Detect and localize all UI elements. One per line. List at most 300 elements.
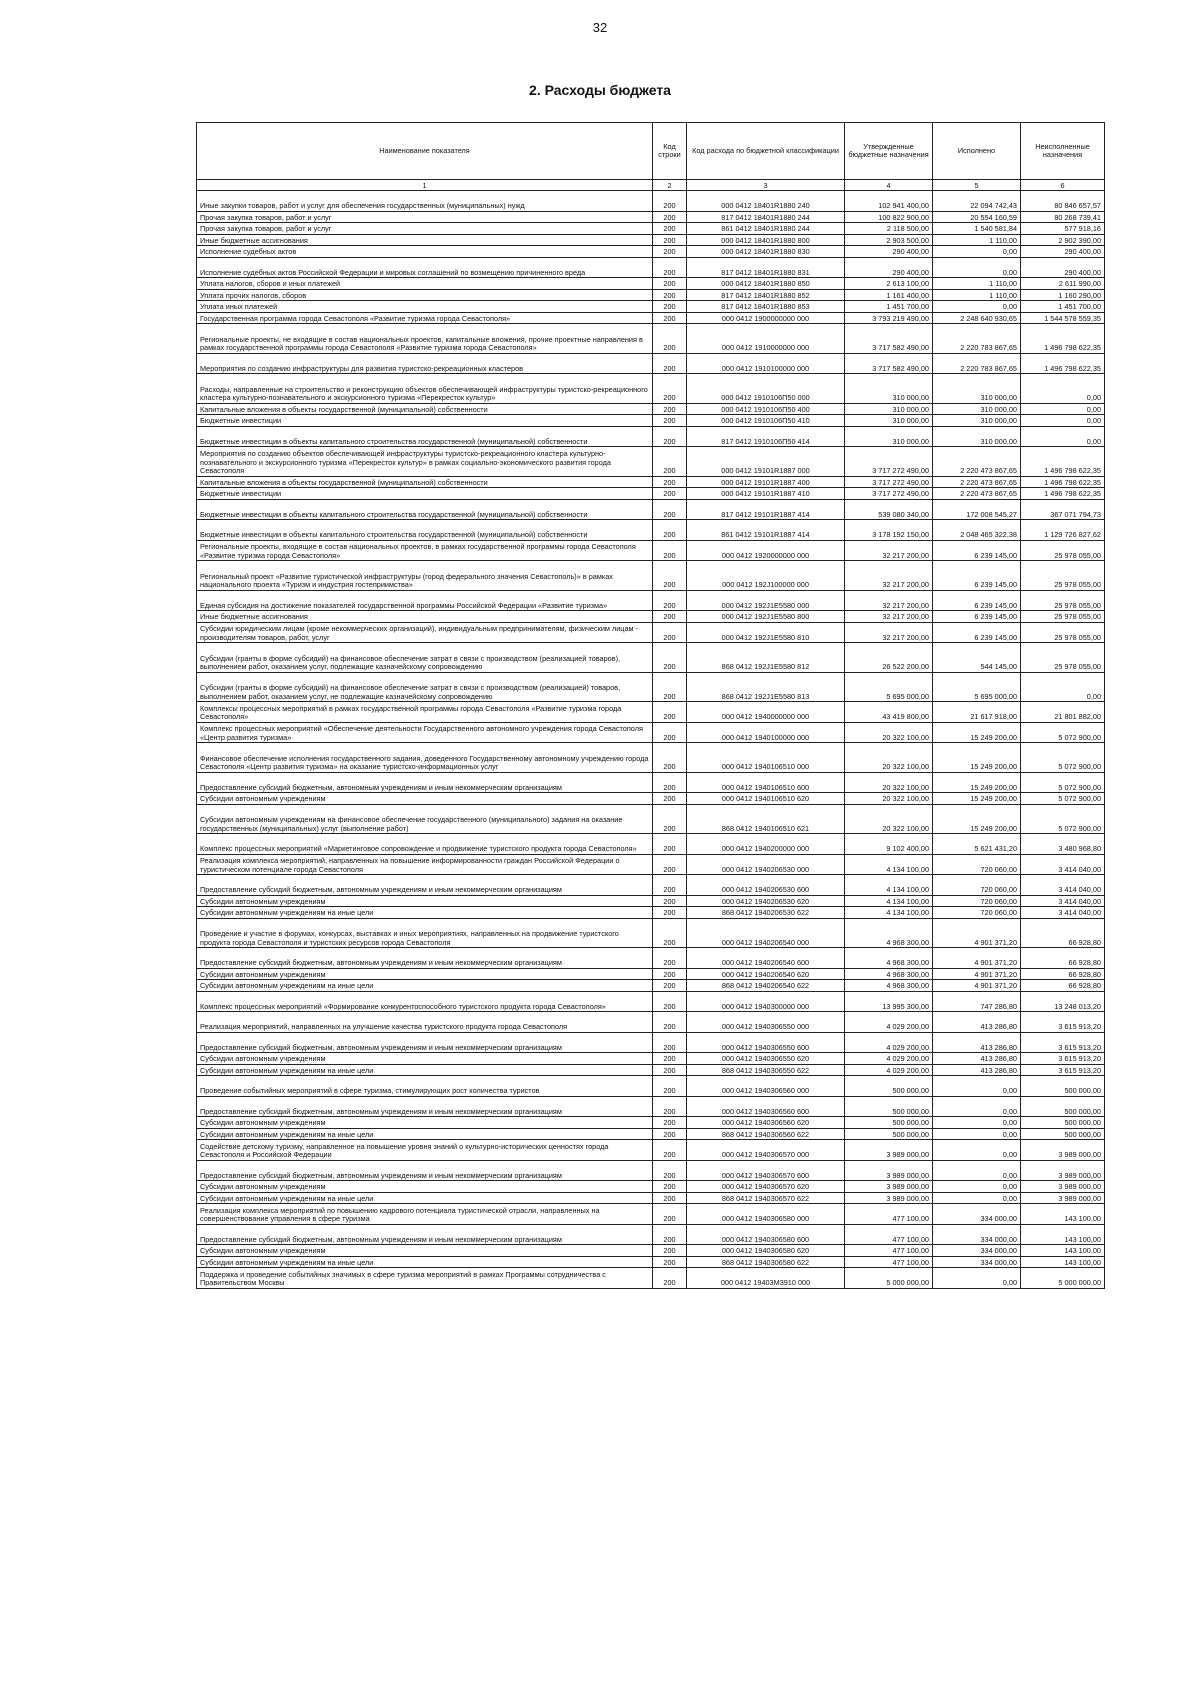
executed-amount-cell: 0,00 [933,257,1021,278]
indicator-name-cell: Единая субсидия на достижение показателей государственной программы Российской Федерации «Развитие туризма» [197,590,653,611]
approved-amount-cell: 5 695 000,00 [845,672,933,702]
row-code-cell: 200 [653,895,687,907]
table-row [197,540,1105,561]
indicator-name-cell: Уплата прочих налогов, сборов [197,289,653,301]
approved-amount-cell: 4 134 100,00 [845,875,933,896]
approved-amount-cell: 4 968 300,00 [845,918,933,948]
table-row [197,1096,1105,1117]
row-code-cell: 200 [653,353,687,374]
classification-code-cell: 000 0412 1940106510 600 [687,772,845,793]
executed-amount-cell: 310 000,00 [933,374,1021,404]
indicator-name-cell: Финансовое обеспечение исполнения государственного задания, доведенного Государственному автономному учреждению города Севастополя «Центр развития туризма» на оказание туристско-информационных услуг [197,743,653,773]
header-unexecuted: Неисполненные назначения [1021,123,1105,180]
table-row [197,211,1105,223]
executed-amount-cell: 310 000,00 [933,415,1021,427]
executed-amount-cell: 720 060,00 [933,895,1021,907]
classification-code-cell: 000 0412 1940306550 600 [687,1032,845,1053]
indicator-name-cell: Содействие детскому туризму, направленное на повышение уровня знаний о культурно-исторических ценностях города Севастополя и Российской Федерации [197,1140,653,1161]
approved-amount-cell: 26 522 200,00 [845,643,933,673]
table-row [197,1204,1105,1225]
indicator-name-cell: Предоставление субсидий бюджетным, автономным учреждениям и иным некоммерческим организациям [197,1096,653,1117]
unexecuted-amount-cell: 25 978 055,00 [1021,643,1105,673]
indicator-name-cell: Субсидии автономным учреждениям на иные цели [197,1256,653,1268]
table-row [197,622,1105,643]
unexecuted-amount-cell: 3 414 040,00 [1021,875,1105,896]
approved-amount-cell: 32 217 200,00 [845,561,933,591]
classification-code-cell: 868 0412 1940306570 622 [687,1192,845,1204]
executed-amount-cell: 21 617 918,00 [933,702,1021,723]
approved-amount-cell: 32 217 200,00 [845,540,933,561]
row-code-cell: 200 [653,875,687,896]
row-code-cell: 200 [653,1204,687,1225]
approved-amount-cell: 9 102 400,00 [845,834,933,855]
table-row [197,499,1105,520]
expenses-table [196,122,1105,1289]
approved-amount-cell: 2 903 500,00 [845,234,933,246]
executed-amount-cell: 4 901 371,20 [933,948,1021,969]
row-code-cell: 200 [653,1032,687,1053]
indicator-name-cell: Комплексы процессных мероприятий в рамках государственной программы города Севастополя «Развитие туризма города Севастополя» [197,702,653,723]
executed-amount-cell: 0,00 [933,1117,1021,1129]
row-code-cell: 200 [653,1181,687,1193]
unexecuted-amount-cell: 3 615 913,20 [1021,1064,1105,1076]
row-code-cell: 200 [653,980,687,992]
classification-code-cell: 000 0412 1940206530 600 [687,875,845,896]
row-code-cell: 200 [653,834,687,855]
table-row [197,743,1105,773]
approved-amount-cell: 3 989 000,00 [845,1160,933,1181]
table-row [197,948,1105,969]
unexecuted-amount-cell: 3 615 913,20 [1021,1012,1105,1033]
indicator-name-cell: Реализация комплекса мероприятий, направленных на повышение информированности граждан Российской Федерации о туристическом потенциале города Севастополя [197,854,653,875]
indicator-name-cell: Субсидии автономным учреждениям на иные цели [197,980,653,992]
unexecuted-amount-cell: 5 072 900,00 [1021,743,1105,773]
row-code-cell: 200 [653,907,687,919]
indicator-name-cell: Субсидии автономным учреждениям [197,1117,653,1129]
executed-amount-cell: 2 220 473 867,65 [933,447,1021,477]
unexecuted-amount-cell: 3 989 000,00 [1021,1181,1105,1193]
table-row [197,772,1105,793]
approved-amount-cell: 20 322 100,00 [845,772,933,793]
unexecuted-amount-cell: 3 414 040,00 [1021,854,1105,875]
executed-amount-cell: 2 220 783 867,65 [933,324,1021,354]
table-row [197,1128,1105,1140]
indicator-name-cell: Проведение и участие в форумах, конкурсах, выставках и иных мероприятиях, направленных на продвижение туристского продукта города Севастополя и туристских ресурсов города Севастополя [197,918,653,948]
row-code-cell: 200 [653,540,687,561]
classification-code-cell: 000 0412 192J1E5580 810 [687,622,845,643]
executed-amount-cell: 334 000,00 [933,1204,1021,1225]
row-code-cell: 200 [653,1064,687,1076]
row-code-cell: 200 [653,1160,687,1181]
indicator-name-cell: Капитальные вложения в объекты государственной (муниципальной) собственности [197,476,653,488]
classification-code-cell: 000 0412 1940200000 000 [687,834,845,855]
row-code-cell: 200 [653,1076,687,1097]
classification-code-cell: 000 0412 1940206540 600 [687,948,845,969]
table-row [197,520,1105,541]
row-code-cell: 200 [653,643,687,673]
unexecuted-amount-cell: 80 846 657,57 [1021,191,1105,212]
indicator-name-cell: Предоставление субсидий бюджетным, автономным учреждениям и иным некоммерческим организациям [197,1032,653,1053]
unexecuted-amount-cell: 1 496 798 622,35 [1021,324,1105,354]
classification-code-cell: 000 0412 192J100000 000 [687,561,845,591]
executed-amount-cell: 413 286,80 [933,1012,1021,1033]
table-row [197,1256,1105,1268]
executed-amount-cell: 0,00 [933,1140,1021,1161]
approved-amount-cell: 100 822 900,00 [845,211,933,223]
table-row [197,289,1105,301]
approved-amount-cell: 5 000 000,00 [845,1268,933,1289]
table-row [197,353,1105,374]
row-code-cell: 200 [653,1245,687,1257]
indicator-name-cell: Реализация мероприятий, направленных на улучшение качества туристского продукта города Севастополя [197,1012,653,1033]
executed-amount-cell: 2 220 783 867,65 [933,353,1021,374]
classification-code-cell: 000 0412 19101R1887 000 [687,447,845,477]
unexecuted-amount-cell: 3 480 968,80 [1021,834,1105,855]
table-row [197,804,1105,834]
executed-amount-cell: 2 220 473 867,65 [933,476,1021,488]
approved-amount-cell: 500 000,00 [845,1076,933,1097]
indicator-name-cell: Расходы, направленные на строительство и реконструкцию объектов обеспечивающей инфраструктуры туристско-рекреационного кластера культурно-познавательного и экскурсионного туризма «Перекресток культур» [197,374,653,404]
row-code-cell: 200 [653,246,687,258]
indicator-name-cell: Субсидии автономным учреждениям [197,895,653,907]
indicator-name-cell: Субсидии автономным учреждениям на иные цели [197,1128,653,1140]
classification-code-cell: 817 0412 18401R1880 853 [687,301,845,313]
classification-code-cell: 868 0412 1940306560 622 [687,1128,845,1140]
indicator-name-cell: Иные бюджетные ассигнования [197,234,653,246]
indicator-name-cell: Предоставление субсидий бюджетным, автономным учреждениям и иным некоммерческим организациям [197,1160,653,1181]
unexecuted-amount-cell: 143 100,00 [1021,1256,1105,1268]
table-row [197,590,1105,611]
table-row [197,246,1105,258]
classification-code-cell: 000 0412 1910106П50 400 [687,403,845,415]
classification-code-cell: 000 0412 1940306570 600 [687,1160,845,1181]
row-code-cell: 200 [653,374,687,404]
indicator-name-cell: Комплекс процессных мероприятий «Формирование конкурентоспособного туристского продукта города Севастополя» [197,991,653,1012]
executed-amount-cell: 334 000,00 [933,1224,1021,1245]
table-body [197,191,1105,1289]
executed-amount-cell: 0,00 [933,1160,1021,1181]
classification-code-cell: 817 0412 1910106П50 414 [687,426,845,447]
classification-code-cell: 000 0412 1940000000 000 [687,702,845,723]
indicator-name-cell: Предоставление субсидий бюджетным, автономным учреждениям и иным некоммерческим организациям [197,875,653,896]
indicator-name-cell: Прочая закупка товаров, работ и услуг [197,211,653,223]
unexecuted-amount-cell: 3 989 000,00 [1021,1160,1105,1181]
page-title: 2. Расходы бюджета [529,82,671,98]
indicator-name-cell: Региональные проекты, входящие в состав национальных проектов, в рамках государственной программы города Севастополя «Развитие туризма города Севастополя» [197,540,653,561]
approved-amount-cell: 4 134 100,00 [845,907,933,919]
indicator-name-cell: Государственная программа города Севастополя «Развитие туризма города Севастополя» [197,312,653,324]
executed-amount-cell: 6 239 145,00 [933,561,1021,591]
table-row [197,1064,1105,1076]
classification-code-cell: 000 0412 1940206540 620 [687,968,845,980]
indicator-name-cell: Субсидии автономным учреждениям [197,1053,653,1065]
executed-amount-cell: 2 248 640 930,65 [933,312,1021,324]
executed-amount-cell: 413 286,80 [933,1064,1021,1076]
row-code-cell: 200 [653,1224,687,1245]
executed-amount-cell: 15 249 200,00 [933,793,1021,805]
row-code-cell: 200 [653,793,687,805]
classification-code-cell: 000 0412 1940300000 000 [687,991,845,1012]
executed-amount-cell: 413 286,80 [933,1053,1021,1065]
approved-amount-cell: 4 968 300,00 [845,948,933,969]
classification-code-cell: 000 0412 19403М3910 000 [687,1268,845,1289]
table-row [197,875,1105,896]
unexecuted-amount-cell: 290 400,00 [1021,257,1105,278]
executed-amount-cell: 0,00 [933,1076,1021,1097]
executed-amount-cell: 310 000,00 [933,403,1021,415]
unexecuted-amount-cell: 1 496 798 622,35 [1021,447,1105,477]
approved-amount-cell: 4 029 200,00 [845,1053,933,1065]
header-row-code: Код строки [653,123,687,180]
indicator-name-cell: Субсидии автономным учреждениям на финансовое обеспечение государственного (муниципального) задания на оказание государственных (муниципальных) услуг (выполнение работ) [197,804,653,834]
unexecuted-amount-cell: 1 160 290,00 [1021,289,1105,301]
approved-amount-cell: 3 717 272 490,00 [845,488,933,500]
executed-amount-cell: 4 901 371,20 [933,918,1021,948]
table-header-row [197,123,1105,180]
unexecuted-amount-cell: 3 414 040,00 [1021,895,1105,907]
indicator-name-cell: Комплекс процессных мероприятий «Обеспечение деятельности Государственного автономного учреждения города Севастополя «Центр развития туризма» [197,722,653,743]
approved-amount-cell: 500 000,00 [845,1096,933,1117]
row-code-cell: 200 [653,611,687,623]
table-row [197,312,1105,324]
executed-amount-cell: 1 110,00 [933,278,1021,290]
unexecuted-amount-cell: 0,00 [1021,415,1105,427]
classification-code-cell: 000 0412 1940306550 620 [687,1053,845,1065]
approved-amount-cell: 20 322 100,00 [845,804,933,834]
executed-amount-cell: 6 239 145,00 [933,590,1021,611]
row-code-cell: 200 [653,312,687,324]
row-code-cell: 200 [653,622,687,643]
indicator-name-cell: Капитальные вложения в объекты государственной (муниципальной) собственности [197,403,653,415]
table-row [197,561,1105,591]
table-row [197,1245,1105,1257]
approved-amount-cell: 3 717 272 490,00 [845,476,933,488]
executed-amount-cell: 22 094 742,43 [933,191,1021,212]
table-row [197,324,1105,354]
table-row [197,1160,1105,1181]
row-code-cell: 200 [653,426,687,447]
table-row [197,895,1105,907]
executed-amount-cell: 4 901 371,20 [933,980,1021,992]
unexecuted-amount-cell: 66 928,80 [1021,948,1105,969]
table-row [197,980,1105,992]
table-row [197,1117,1105,1129]
indicator-name-cell: Субсидии автономным учреждениям на иные цели [197,907,653,919]
unexecuted-amount-cell: 0,00 [1021,374,1105,404]
unexecuted-amount-cell: 367 071 794,73 [1021,499,1105,520]
unexecuted-amount-cell: 1 496 798 622,35 [1021,353,1105,374]
header-indicator-name: Наименование показателя [197,123,653,180]
unexecuted-amount-cell: 2 611 990,00 [1021,278,1105,290]
unexecuted-amount-cell: 25 978 055,00 [1021,590,1105,611]
indicator-name-cell: Проведение событийных мероприятий в сфере туризма, стимулирующих рост количества туристов [197,1076,653,1097]
indicator-name-cell: Реализация комплекса мероприятий по повышению кадрового потенциала туристической отрасли, направленных на совершенствование управления в сфере туризма [197,1204,653,1225]
executed-amount-cell: 6 239 145,00 [933,540,1021,561]
approved-amount-cell: 3 717 272 490,00 [845,447,933,477]
classification-code-cell: 000 0412 1940306580 600 [687,1224,845,1245]
approved-amount-cell: 32 217 200,00 [845,622,933,643]
classification-code-cell: 817 0412 19101R1887 414 [687,499,845,520]
column-number: 5 [933,180,1021,191]
unexecuted-amount-cell: 5 072 900,00 [1021,722,1105,743]
unexecuted-amount-cell: 143 100,00 [1021,1204,1105,1225]
classification-code-cell: 861 0412 19101R1887 414 [687,520,845,541]
classification-code-cell: 000 0412 1910000000 000 [687,324,845,354]
classification-code-cell: 868 0412 1940306550 622 [687,1064,845,1076]
classification-code-cell: 000 0412 192J1E5580 800 [687,611,845,623]
row-code-cell: 200 [653,1140,687,1161]
approved-amount-cell: 32 217 200,00 [845,590,933,611]
indicator-name-cell: Исполнение судебных актов Российской Федерации и мировых соглашений по возмещению причиненного вреда [197,257,653,278]
classification-code-cell: 000 0412 1910106П50 410 [687,415,845,427]
row-code-cell: 200 [653,488,687,500]
approved-amount-cell: 3 989 000,00 [845,1140,933,1161]
table-row [197,1224,1105,1245]
classification-code-cell: 000 0412 1940100000 000 [687,722,845,743]
table-row [197,476,1105,488]
executed-amount-cell: 413 286,80 [933,1032,1021,1053]
indicator-name-cell: Мероприятия по созданию объектов обеспечивающей инфраструктуры туристско-рекреационного кластера культурно-познавательного и экскурсионного туризма «Перекресток культур» в рамках социально-экономического развития города Севастополя [197,447,653,477]
indicator-name-cell: Исполнение судебных актов [197,246,653,258]
approved-amount-cell: 2 613 100,00 [845,278,933,290]
classification-code-cell: 868 0412 192J1E5580 812 [687,643,845,673]
approved-amount-cell: 1 161 400,00 [845,289,933,301]
table-row [197,834,1105,855]
approved-amount-cell: 3 989 000,00 [845,1192,933,1204]
row-code-cell: 200 [653,854,687,875]
table-row [197,702,1105,723]
table-row [197,643,1105,673]
table-row [197,968,1105,980]
unexecuted-amount-cell: 1 496 798 622,35 [1021,488,1105,500]
approved-amount-cell: 4 134 100,00 [845,854,933,875]
table-row [197,1012,1105,1033]
executed-amount-cell: 720 060,00 [933,875,1021,896]
column-number: 2 [653,180,687,191]
row-code-cell: 200 [653,561,687,591]
table-row [197,191,1105,212]
approved-amount-cell: 310 000,00 [845,415,933,427]
indicator-name-cell: Бюджетные инвестиции [197,488,653,500]
row-code-cell: 200 [653,918,687,948]
classification-code-cell: 000 0412 1940306570 620 [687,1181,845,1193]
unexecuted-amount-cell: 66 928,80 [1021,980,1105,992]
approved-amount-cell: 310 000,00 [845,403,933,415]
executed-amount-cell: 5 695 000,00 [933,672,1021,702]
executed-amount-cell: 2 048 465 322,38 [933,520,1021,541]
unexecuted-amount-cell: 3 615 913,20 [1021,1032,1105,1053]
unexecuted-amount-cell: 25 978 055,00 [1021,611,1105,623]
approved-amount-cell: 539 080 340,00 [845,499,933,520]
classification-code-cell: 000 0412 1940206530 620 [687,895,845,907]
table-row [197,1181,1105,1193]
column-number: 6 [1021,180,1105,191]
executed-amount-cell: 334 000,00 [933,1245,1021,1257]
classification-code-cell: 000 0412 1940106510 000 [687,743,845,773]
unexecuted-amount-cell: 13 248 013,20 [1021,991,1105,1012]
approved-amount-cell: 477 100,00 [845,1245,933,1257]
classification-code-cell: 000 0412 19101R1887 400 [687,476,845,488]
indicator-name-cell: Уплата налогов, сборов и иных платежей [197,278,653,290]
table-row [197,1032,1105,1053]
row-code-cell: 200 [653,702,687,723]
unexecuted-amount-cell: 290 400,00 [1021,246,1105,258]
table-row [197,1053,1105,1065]
row-code-cell: 200 [653,211,687,223]
approved-amount-cell: 20 322 100,00 [845,743,933,773]
table-row [197,374,1105,404]
indicator-name-cell: Региональный проект «Развитие туристической инфраструктуры (город федерального значения Севастополь)» в рамках национального проекта «Туризм и индустрия гостеприимства» [197,561,653,591]
indicator-name-cell: Бюджетные инвестиции в объекты капитального строительства государственной (муниципальной) собственности [197,499,653,520]
executed-amount-cell: 6 239 145,00 [933,611,1021,623]
classification-code-cell: 868 0412 1940106510 621 [687,804,845,834]
classification-code-cell: 817 0412 18401R1880 244 [687,211,845,223]
row-code-cell: 200 [653,476,687,488]
classification-code-cell: 000 0412 1940306550 000 [687,1012,845,1033]
executed-amount-cell: 2 220 473 867,65 [933,488,1021,500]
executed-amount-cell: 15 249 200,00 [933,772,1021,793]
approved-amount-cell: 500 000,00 [845,1128,933,1140]
unexecuted-amount-cell: 0,00 [1021,672,1105,702]
executed-amount-cell: 544 145,00 [933,643,1021,673]
executed-amount-cell: 1 540 581,84 [933,223,1021,235]
approved-amount-cell: 4 968 300,00 [845,980,933,992]
row-code-cell: 200 [653,301,687,313]
row-code-cell: 200 [653,672,687,702]
classification-code-cell: 000 0412 1910106П50 000 [687,374,845,404]
row-code-cell: 200 [653,948,687,969]
indicator-name-cell: Субсидии автономным учреждениям на иные цели [197,1064,653,1076]
row-code-cell: 200 [653,499,687,520]
row-code-cell: 200 [653,1128,687,1140]
row-code-cell: 200 [653,415,687,427]
row-code-cell: 200 [653,968,687,980]
approved-amount-cell: 102 941 400,00 [845,191,933,212]
table-row [197,403,1105,415]
classification-code-cell: 868 0412 192J1E5580 813 [687,672,845,702]
approved-amount-cell: 4 029 200,00 [845,1032,933,1053]
approved-amount-cell: 2 118 500,00 [845,223,933,235]
executed-amount-cell: 15 249 200,00 [933,722,1021,743]
header-executed: Исполнено [933,123,1021,180]
table-row [197,1076,1105,1097]
indicator-name-cell: Поддержка и проведение событийных значимых в сфере туризма мероприятий в рамках Программы сотрудничества с Правительством Москвы [197,1268,653,1289]
classification-code-cell: 000 0412 1910100000 000 [687,353,845,374]
executed-amount-cell: 1 110,00 [933,289,1021,301]
header-classification-code: Код расхода по бюджетной классификации [687,123,845,180]
indicator-name-cell: Иные бюджетные ассигнования [197,611,653,623]
header-approved: Утвержденные бюджетные назначения [845,123,933,180]
unexecuted-amount-cell: 25 978 055,00 [1021,540,1105,561]
approved-amount-cell: 290 400,00 [845,257,933,278]
indicator-name-cell: Предоставление субсидий бюджетным, автономным учреждениям и иным некоммерческим организациям [197,1224,653,1245]
column-number-row [197,180,1105,191]
unexecuted-amount-cell: 0,00 [1021,403,1105,415]
unexecuted-amount-cell: 0,00 [1021,426,1105,447]
approved-amount-cell: 1 451 700,00 [845,301,933,313]
executed-amount-cell: 15 249 200,00 [933,804,1021,834]
classification-code-cell: 000 0412 1900000000 000 [687,312,845,324]
table-row [197,1192,1105,1204]
indicator-name-cell: Субсидии (гранты в форме субсидий) на финансовое обеспечение затрат в связи с производством (реализацией) товаров, выполнением работ, оказанием услуг, не подлежащие казначейскому сопровождению [197,672,653,702]
executed-amount-cell: 0,00 [933,1192,1021,1204]
approved-amount-cell: 4 029 200,00 [845,1012,933,1033]
row-code-cell: 200 [653,324,687,354]
table-row [197,991,1105,1012]
executed-amount-cell: 15 249 200,00 [933,743,1021,773]
table-row [197,854,1105,875]
classification-code-cell: 000 0412 192J1E5580 000 [687,590,845,611]
